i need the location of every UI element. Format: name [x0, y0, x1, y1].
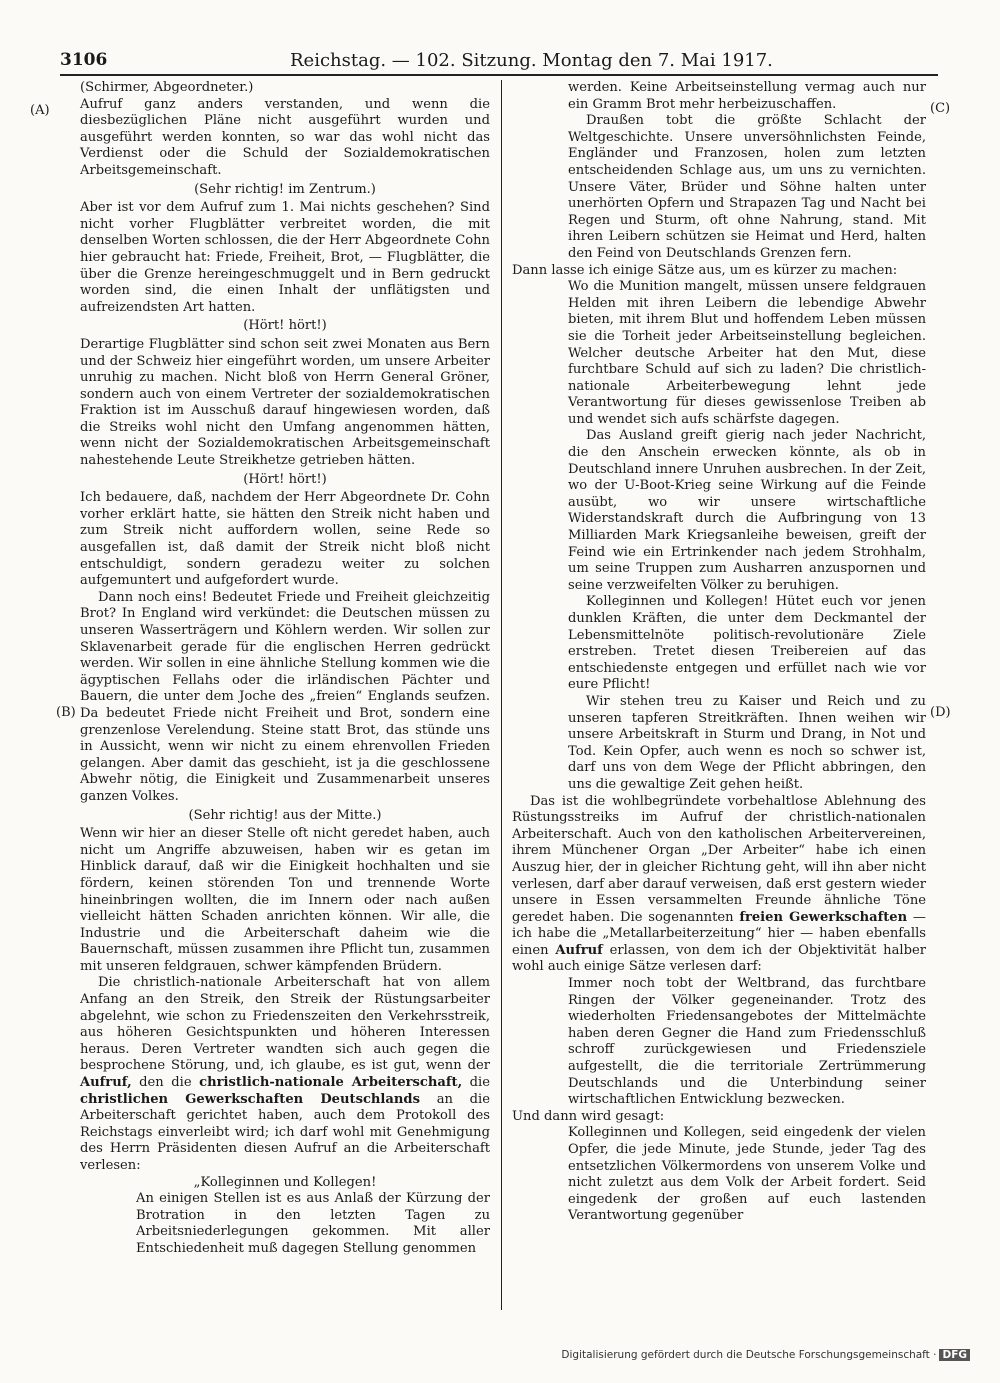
- quote-paragraph: Kolleginnen und Kollegen! Hütet euch vor jenen dunklen Kräften, die unter dem Deckmantel der Lebensmittelnöte politisch-revolutionäre Ziele erstreben. Tretet diesen Treibereien auf das entschiedenste entgegen und erfüllet nach wie vor eure Pflicht!: [568, 594, 926, 693]
- paragraph: Dann noch eins! Bedeutet Friede und Freiheit gleichzeitig Brot? In England wird verkündet: die Deutschen müssen zu unseren Wasserträgern und Köhlern werden. Wir sollen zur Sklavenarbeit gerade für die englischen Herren gedrückt werden. Wir sollen in eine ähnliche Stellung kommen wie die ägyptischen Fellahs oder die irländischen Pächter und Bauern, die unter dem Joche des „freien“ Englands seufzen. Da bedeutet Friede nicht Freiheit und Brot, sondern eine grenzenlose Verelendung. Steine statt Brot, das stünde uns in Aussicht, wenn wir nicht zu einem ehrenvollen Frieden gelangen. Aber damit das geschieht, ist ja die geschlossene Abwehr nötig, die Einigkeit und Zusammenarbeit unseres ganzen Volkes.: [80, 589, 490, 804]
- paragraph: Dann lasse ich einige Sätze aus, um es kürzer zu machen:: [512, 262, 898, 278]
- emphasis: christlichen Gewerkschaften Deutschlands: [80, 1091, 420, 1107]
- interjection: (Sehr richtig! im Zentrum.): [194, 181, 376, 197]
- quote-paragraph: Wo die Munition mangelt, müssen unsere feldgrauen Helden mit ihren Leibern die lebendige Abwehr bieten, mit ihrem Blut und hoffendem Leben müssen sie die Torheit jeder Arbeitseinstellung begleichen. Welcher deutsche Arbeiter hat den Mut, diese furchtbare Schuld auf sich zu laden? Die christlich-nationale Arbeiterbewegung lehnt jede Verantwortung für dieses gewissenlose Treiben ab und wendet sich aufs schärfste dagegen.: [568, 279, 926, 427]
- credit-text: Digitalisierung gefördert durch die Deutsche Forschungsgemeinschaft ·: [561, 1349, 937, 1361]
- column-divider: [501, 80, 502, 1310]
- paragraph: Derartige Flugblätter sind schon seit zwei Monaten aus Bern und der Schweiz hier eingeführt worden, um unsere Arbeiter unruhig zu machen. Nicht bloß von Herrn General Gröner, sondern auch von einem Vertreter der sozialdemokratischen Fraktion ist im Ausschuß darauf hingewiesen worden, daß die Streiks wohl nicht den Umfang angenommen hätten, wenn nicht der Sozialdemokratischen Arbeitsgemeinschaft nahestehende Leute Streikhetze getrieben hätten.: [80, 336, 490, 469]
- interjection: (Sehr richtig! aus der Mitte.): [188, 807, 382, 823]
- emphasis: Aufruf: [555, 942, 603, 958]
- text-run: — ich habe die „Metallarbeiterzeitung“ hier — haben ebenfalls einen: [512, 909, 927, 958]
- interjection: (Hört! hört!): [243, 471, 327, 487]
- emphasis: freien Gewerkschaften: [739, 909, 908, 925]
- paragraph-with-emphasis: [512, 794, 926, 977]
- paragraph: Ich bedauere, daß, nachdem der Herr Abgeordnete Dr. Cohn vorher erklärt hatte, sie hätten den Streik nicht haben und zum Streik nicht auffordern wollen, seine Rede so ausgefallen ist, daß damit der Streik nicht bloß nicht entschuldigt, sondern geradezu weiter zu solchen aufgemuntert und aufgefordert wurde.: [80, 490, 490, 589]
- quote-paragraph: Das Ausland greift gierig nach jeder Nachricht, die den Anschein erwecken könnte, als ob in Deutschland innere Unruhen ausbrechen. In der Zeit, wo der U-Boot-Krieg seine Wirkung auf die Feinde ausübt, wo wir unsere wirtschaftliche Widerstandskraft durch die Aufbringung von 13 Milliarden Mark Kriegsanleihe beweisen, greift der Feind wie ein Ertrinkender nach jedem Strohhalm, um seine Truppen zum Ausharren anzuspornen und seine verzweifelten Völker zu beruhigen.: [568, 428, 926, 593]
- quote-paragraph: werden. Keine Arbeitseinstellung vermag auch nur ein Gramm Brot mehr herbeizuschaffen.: [568, 80, 926, 112]
- text-run: Die christlich-nationale Arbeiterschaft hat von allem Anfang an den Streik, den Streik der Rüstungsarbeiter abgelehnt, wie schon zu Friedenszeiten den Verkehrsstreik, aus höheren Gesichtspunkten und höheren Interessen heraus. Deren Vertreter wandten sich auch gegen die besprochene Störung, und, ich glaube, es ist gut, wenn der: [80, 975, 490, 1074]
- speaker-label: (Schirmer, Abgeordneter.): [80, 80, 254, 95]
- running-title: Reichstag. — 102. Sitzung. Montag den 7. Mai 1917.: [290, 50, 773, 71]
- text-run: erlassen, von dem ich der Objektivität halber wohl auch einige Sätze verlesen darf:: [512, 942, 926, 975]
- paragraph-with-emphasis: [80, 975, 490, 1174]
- header-rule: [60, 74, 938, 76]
- quote-paragraph: Wir stehen treu zu Kaiser und Reich und zu unseren tapferen Streitkräften. Ihnen weihen wir unsere Arbeitskraft in Sturm und Drang, in Not und Tod. Kein Opfer, auch wenn es noch so schwer ist, darf uns von dem Wege der Pflicht abbringen, den uns die gewaltige Zeit gehen heißt.: [568, 693, 926, 792]
- paragraph: Und dann wird gesagt:: [512, 1108, 665, 1124]
- quote-paragraph: Kolleginnen und Kollegen, seid eingedenk der vielen Opfer, die jede Minute, jede Stunde, jeder Tag des entsetzlichen Völkermordens von unserem Volke und nicht zuletzt aus dem Volk der Arbeit fordert. Seid eingedenk der großen auf euch lastenden Verantwortung gegenüber: [568, 1125, 926, 1224]
- emphasis: Aufruf,: [80, 1075, 132, 1091]
- quote-paragraph: Immer noch tobt der Weltbrand, das furchtbare Ringen der Völker gegeneinander. Trotz des wiederholten Friedensangebotes der Mittelmächte haben deren Gegner die Hand zum Friedensschluß schroff zurückgewiesen und Friedensziele aufgestellt, die die territoriale Zertrümmerung Deutschlands und die Unterbindung seiner wirtschaftlichen Entwicklung bezwecken.: [568, 976, 926, 1108]
- left-column: [80, 80, 490, 1258]
- margin-marker-b: (B): [56, 705, 76, 720]
- text-run: den die: [139, 1075, 192, 1091]
- dfg-logo: DFG: [939, 1349, 970, 1361]
- page-number: 3106: [60, 50, 108, 70]
- quote-paragraph: An einigen Stellen ist es aus Anlaß der Kürzung der Brotration in den letzten Tagen zu Arbeitsniederlegungen gekommen. Mit aller Entschiedenheit muß dagegen Stellung genommen: [136, 1191, 490, 1256]
- paragraph: Wenn wir hier an dieser Stelle oft nicht geredet haben, auch nicht um Angriffe abzuweisen, haben wir es getan im Hinblick darauf, daß wir die Einigkeit hochhalten und sie fördern, keinen störenden Ton und trennende Worte hineinbringen wollten, die im Innern oder nach außen vielleicht hätten Schaden anrichten können. Wir alle, die Industrie und die Arbeiterschaft daheim wie die Bauernschaft, müssen zusammen ihre Pflicht tun, zusammen mit unseren feldgrauen, schwer kämpfenden Brüdern.: [80, 826, 490, 974]
- paragraph: Aber ist vor dem Aufruf zum 1. Mai nichts geschehen? Sind nicht vorher Flugblätter verbreitet worden, die mit denselben Worten schlossen, die der Herr Abgeordnete Cohn hier gebraucht hat: Friede, Freiheit, Brot, — Flugblätter, die über die Grenze hereingeschmuggelt und in Bern gedruckt worden sind, die einen Inhalt der unflätigsten und aufreizendsten Art hatten.: [80, 200, 490, 315]
- text-run: Das ist die wohlbegründete vorbehaltlose Ablehnung des Rüstungsstreiks im Aufruf der christlich-nationalen Arbeiterschaft. Auch von den katholischen Arbeitervereinen, ihrem Münchener Organ „Der Arbeiter“ habe ich einen Auszug hier, der in gleicher Richtung geht, will ihn aber nicht verlesen, darf aber darauf verweisen, daß erst gestern wieder unsere in Essen versammelten Freunde ähnliche Töne geredet haben. Die sogenannten: [512, 793, 926, 925]
- digitization-credit: [561, 1349, 970, 1361]
- page-header: [60, 50, 940, 76]
- margin-marker-d: (D): [930, 705, 951, 720]
- emphasis: christlich-nationale Arbeiterschaft,: [199, 1075, 463, 1091]
- text-run: an die Arbeiterschaft gerichtet haben, auch dem Protokoll des Reichstags einverleibt wird; ich darf wohl mit Genehmigung des Herrn Präsidenten diesen Aufruf an die Arbeiterschaft verlesen:: [80, 1091, 490, 1173]
- paragraph: Aufruf ganz anders verstanden, und wenn die diesbezüglichen Pläne nicht ausgeführt wurden und ausgeführt werden konnten, so war das wohl nicht das Verdienst oder die Schuld der Sozialdemokratischen Arbeitsgemeinschaft.: [80, 96, 490, 178]
- quote-salutation: „Kolleginnen und Kollegen!: [193, 1174, 377, 1190]
- quote-paragraph: Draußen tobt die größte Schlacht der Weltgeschichte. Unsere unversöhnlichsten Feinde, Engländer und Franzosen, holen zum letzten entscheidenden Schlage aus, um uns zu vernichten. Unsere Väter, Brüder und Söhne halten unter unerhörten Opfern und Strapazen Tag und Nacht bei Regen und Sturm, oft ohne Nahrung, stand. Mit ihren Leibern schützen sie Heimat und Herd, halten den Feind von Deutschlands Grenzen fern.: [568, 113, 926, 261]
- text-run: die: [469, 1075, 490, 1091]
- margin-marker-a: (A): [30, 103, 50, 118]
- interjection: (Hört! hört!): [243, 318, 327, 334]
- right-column: [512, 80, 926, 1225]
- margin-marker-c: (C): [930, 101, 951, 116]
